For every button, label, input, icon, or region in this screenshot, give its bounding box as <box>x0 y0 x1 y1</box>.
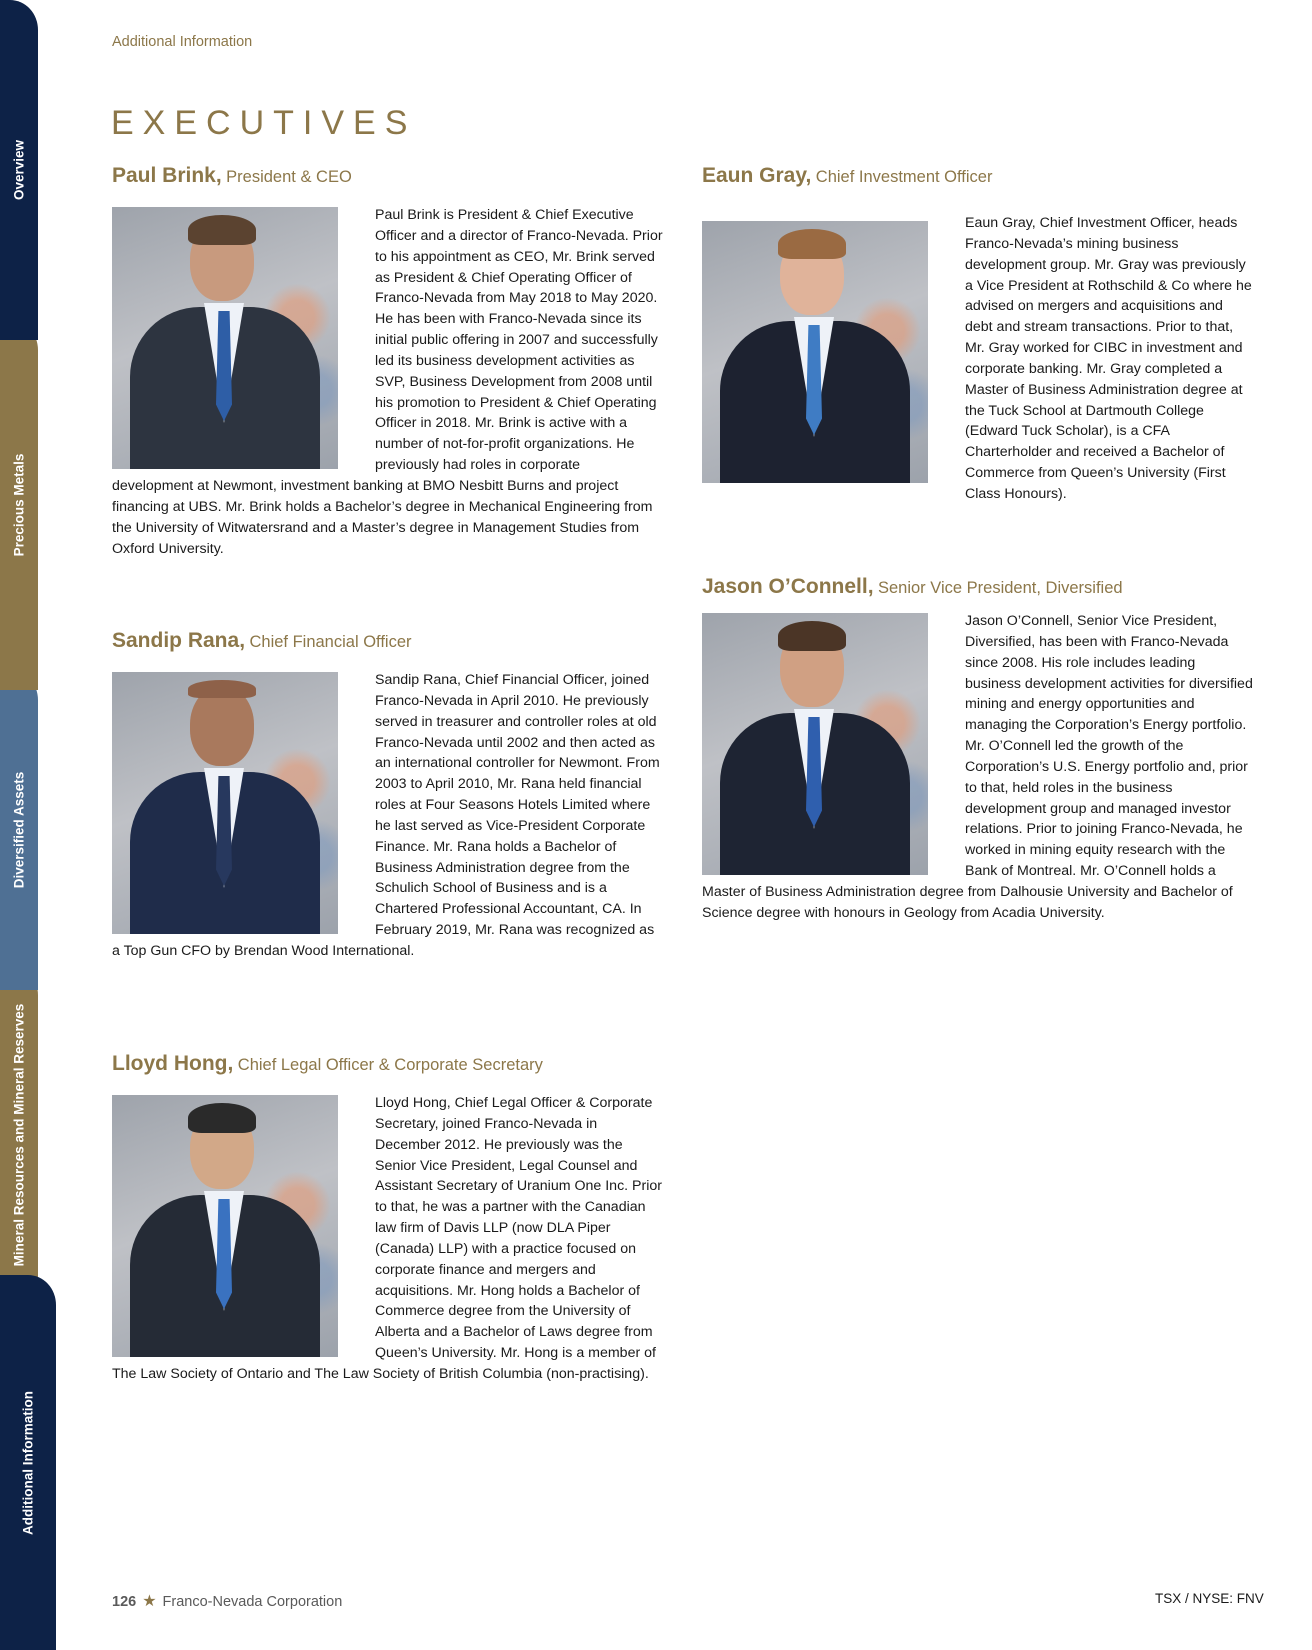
executive-bio: Jason O’Connell, Senior Vice President, Diversified, has been with Franco-Nevada since 2008. His role includes leading business development activities for diversified mining and energy opportunities and managing the Corporation’s Energy portfolio. Mr. O’Connell led the growth of the Corporation’s U.S. Energy portfolio and, prior to that, held roles in the business development group and managed investor relations. Prior to joining Franco-Nevada, he worked in mining equity research with the Bank of Montreal. Mr. O’Connell holds a Master of Business Administration degree from Dalhousie University and Bachelor of Science degree with honours in Geology from Acadia University. <box>702 613 1253 921</box>
tab-overview[interactable] <box>0 0 38 340</box>
executive-heading <box>702 164 1254 194</box>
tab-overview-label: Overview <box>11 139 27 201</box>
executive-bio-block <box>702 611 1254 924</box>
executive-heading <box>112 629 664 659</box>
executive-heading <box>112 164 664 194</box>
tab-precious-metals[interactable] <box>0 320 38 690</box>
running-header: Additional Information <box>112 34 253 50</box>
executive-bio: Lloyd Hong, Chief Legal Officer & Corporate Secretary, joined Franco-Nevada in December 2012. He previously was the Senior Vice President, Legal Counsel and Assistant Secretary of Uranium One Inc. Prior to that, he was a partner with the Canadian law firm of Davis LLP (now DLA Piper (Canada) LLP) with a practice focused on corporate finance and mergers and acquisitions. Mr. Hong holds a Bachelor of Commerce degree from the University of Alberta and a Bachelor of Laws degree from Queen’s University. Mr. Hong is a member of The Law Society of Ontario and The Law Society of British Columbia (non-practising). <box>112 1095 663 1382</box>
page-footer <box>112 1591 342 1611</box>
section-tab-rail <box>0 0 58 1650</box>
executive-role: Chief Financial Officer <box>249 633 412 651</box>
tab-diversified-assets[interactable] <box>0 670 38 990</box>
executive-portrait <box>112 207 338 469</box>
tab-precious-metals-label: Precious Metals <box>11 453 27 557</box>
executive-name: Jason O’Connell, <box>702 575 874 598</box>
executive-bio: Eaun Gray, Chief Investment Officer, heads Franco-Nevada’s mining business development group. Mr. Gray was previously a Vice President at Rothschild & Co where he advised on mergers and acquisitions and debt and stream transactions. Prior to that, Mr. Gray worked for CIBC in investment and corporate banking. Mr. Gray completed a Master of Business Administration degree at the Tuck School at Dartmouth College (Edward Tuck Scholar), is a CFA Charterholder and received a Bachelor of Commerce from Queen’s University (First Class Honours). <box>965 215 1252 502</box>
executive-role: President & CEO <box>226 168 352 186</box>
executive-portrait <box>702 613 928 875</box>
executive-name: Eaun Gray, <box>702 164 812 187</box>
executive-profile <box>112 629 664 962</box>
star-icon: ★ <box>142 1593 157 1610</box>
page-number: 126 <box>112 1594 137 1610</box>
page-title: EXECUTIVES <box>111 104 417 142</box>
executive-portrait <box>112 1095 338 1357</box>
executive-name: Paul Brink, <box>112 164 222 187</box>
executive-bio: Paul Brink is President & Chief Executive Officer and a director of Franco-Nevada. Prior to his appointment as CEO, Mr. Brink served as President & Chief Operating Officer of Franco-Nevada from May 2018 to May 2020. He has been with Franco-Nevada since its initial public offering in 2007 and successfully led its business development activities as SVP, Business Development from 2008 until his promotion to President & Chief Operating Officer in 2018. Mr. Brink is active with a number of not-for-profit organizations. He previously had roles in corporate development at Newmont, investment banking at BMO Nesbitt Burns and project financing at UBS. Mr. Brink holds a Bachelor’s degree in Mechanical Engineering from the University of Witwatersrand and a Master’s degree in Management Studies from Oxford University. <box>112 207 663 557</box>
executive-role: Senior Vice President, Diversified <box>877 579 1123 597</box>
executive-bio-block <box>112 1093 664 1385</box>
executive-heading <box>702 575 1254 605</box>
executive-profile <box>112 164 664 559</box>
executive-bio-block <box>702 213 1254 505</box>
executive-heading <box>112 1052 664 1082</box>
executive-bio-block <box>112 670 664 962</box>
executive-profile <box>702 164 1254 505</box>
tab-diversified-assets-label: Diversified Assets <box>11 771 27 889</box>
executive-profile <box>112 1052 664 1385</box>
executive-portrait <box>702 221 928 483</box>
company-name: Franco-Nevada Corporation <box>162 1594 343 1610</box>
executive-name: Sandip Rana, <box>112 629 246 652</box>
tab-mineral-resources-label: Mineral Resources and Mineral Reserves <box>11 1003 27 1267</box>
executive-bio-block <box>112 205 664 559</box>
executive-portrait <box>112 672 338 934</box>
executive-role: Chief Investment Officer <box>815 168 993 186</box>
tab-additional-information[interactable] <box>0 1275 56 1650</box>
executive-role: Chief Legal Officer & Corporate Secretary <box>237 1056 543 1074</box>
tab-mineral-resources[interactable] <box>0 965 38 1305</box>
executive-profile <box>702 575 1254 924</box>
executive-name: Lloyd Hong, <box>112 1052 234 1075</box>
tab-additional-information-label: Additional Information <box>20 1390 36 1535</box>
ticker-symbol: TSX / NYSE: FNV <box>1155 1591 1264 1606</box>
executive-bio: Sandip Rana, Chief Financial Officer, joined Franco-Nevada in April 2010. He previously served in treasurer and controller roles at old Franco-Nevada until 2002 and then acted as an international controller for Newmont. From 2003 to April 2010, Mr. Rana held financial roles at Four Seasons Hotels Limited where he last served as Vice-President Corporate Finance. Mr. Rana holds a Bachelor of Business Administration degree from the Schulich School of Business and is a Chartered Professional Accountant, CA. In February 2019, Mr. Rana was recognized as a Top Gun CFO by Brendan Wood International. <box>112 672 660 959</box>
